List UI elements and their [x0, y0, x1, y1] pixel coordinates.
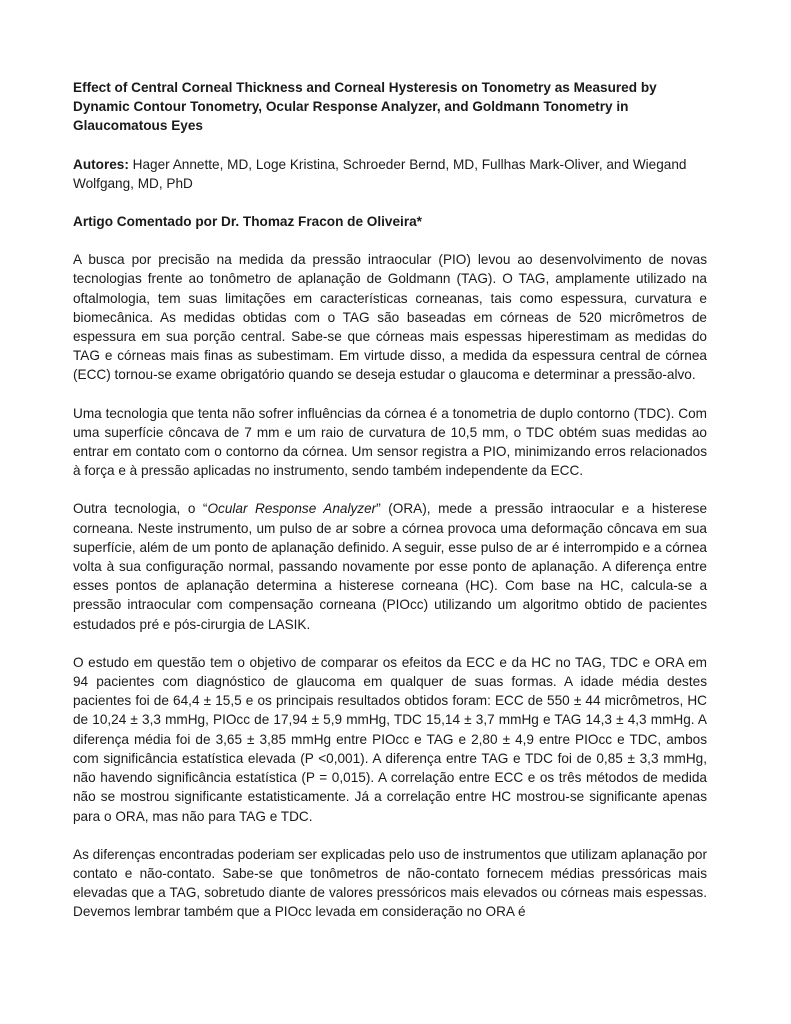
paragraph-5: As diferenças encontradas poderiam ser explicadas pelo uso de instrumentos que utilizam aplanação por contato e não-contato. Sabe-se que tonômetros de não-contato fornecem médias pressóricas mais elevadas que a TAG, sobretudo diante de valores pressóricos mais elevados ou córneas mais espessas. Devemos lembrar também que a PIOcc levada em consideração no ORA é [73, 846, 707, 920]
document-page [73, 78, 707, 922]
authors-line [73, 155, 707, 193]
commented-by: Artigo Comentado por Dr. Thomaz Fracon de Oliveira* [73, 214, 422, 230]
paragraph-3-start: Outra tecnologia, o “ [73, 501, 208, 517]
authors-label: Autores: [73, 156, 129, 172]
authors-names: Hager Annette, MD, Loge Kristina, Schroeder Bernd, MD, Fullhas Mark-Oliver, and Wiegand Wolfgang, MD, PhD [73, 156, 687, 191]
paragraph-2: Uma tecnologia que tenta não sofrer influências da córnea é a tonometria de duplo contorno (TDC). Com uma superfície côncava de 7 mm e um raio de curvatura de 10,5 mm, o TDC obtém suas medidas ao entrar em contato com o contorno da córnea. Um sensor registra a PIO, minimizando erros relacionados à força e à pressão aplicadas no instrumento, sendo também independente da ECC. [73, 405, 707, 479]
paragraph-3-end: ” (ORA), mede a pressão intraocular e a histerese corneana. Neste instrumento, um pulso de ar sobre a córnea provoca uma deformação côncava em sua superfície, além de um ponto de aplanação definido. A seguir, esse pulso de ar é interrompido e a córnea volta à sua configuração normal, passando novamente por esse ponto de aplanação. A diferença entre esses pontos de aplanação determina a histerese corneana (HC). Com base na HC, calcula-se a pressão intraocular com compensação corneana (PIOcc) utilizando um algoritmo obtido de pacientes estudados pré e pós-cirurgia de LASIK. [73, 501, 708, 632]
paragraph-1: A busca por precisão na medida da pressão intraocular (PIO) levou ao desenvolvimento de novas tecnologias frente ao tonômetro de aplanação de Goldmann (TAG). O TAG, amplamente utilizado na oftalmologia, tem suas limitações em características corneanas, tais como espessura, curvatura e biomecânica. As medidas obtidas com o TAG são baseadas em córneas de 520 micrômetros de espessura em sua porção central. Sabe-se que córneas mais espessas hiperestimam as medidas do TAG e córneas mais finas as subestimam. Em virtude disso, a medida da espessura central de córnea (ECC) tornou-se exame obrigatório quando se deseja estudar o glaucoma e determinar a pressão-alvo. [73, 252, 707, 383]
paragraph-4: O estudo em questão tem o objetivo de comparar os efeitos da ECC e da HC no TAG, TDC e ORA em 94 pacientes com diagnóstico de glaucoma em qualquer de suas formas. A idade média destes pacientes foi de 64,4 ± 15,5 e os principais resultados obtidos foram: ECC de 550 ± 44 micrômetros, HC de 10,24 ± 3,3 mmHg, PIOcc de 17,94 ± 5,9 mmHg, TDC 15,14 ± 3,7 mmHg e TAG 14,3 ± 4,3 mmHg. A diferença média foi de 3,65 ± 3,85 mmHg entre PIOcc e TAG e 2,80 ± 4,9 entre PIOcc e TDC, ambos com significância estatística elevada (P <0,001). A diferença entre TAG e TDC foi de 0,85 ± 3,3 mmHg, não havendo significância estatística (P = 0,015). A correlação entre ECC e os três métodos de medida não se mostrou significante estatisticamente. Já a correlação entre HC mostrou-se significante apenas para o ORA, mas não para TAG e TDC. [73, 654, 707, 824]
article-title: Effect of Central Corneal Thickness and Corneal Hysteresis on Tonometry as Measured by Dynamic Contour Tonometry, Ocular Response Analyzer, and Goldmann Tonometry in Glaucomatous Eyes [73, 80, 657, 134]
paragraph-3 [73, 499, 707, 633]
paragraph-gap [73, 385, 707, 404]
paragraph-3-italic: Ocular Response Analyzer [207, 501, 377, 517]
paragraph-gap [73, 826, 707, 845]
paragraph-gap [73, 480, 707, 499]
paragraph-gap [73, 634, 707, 653]
